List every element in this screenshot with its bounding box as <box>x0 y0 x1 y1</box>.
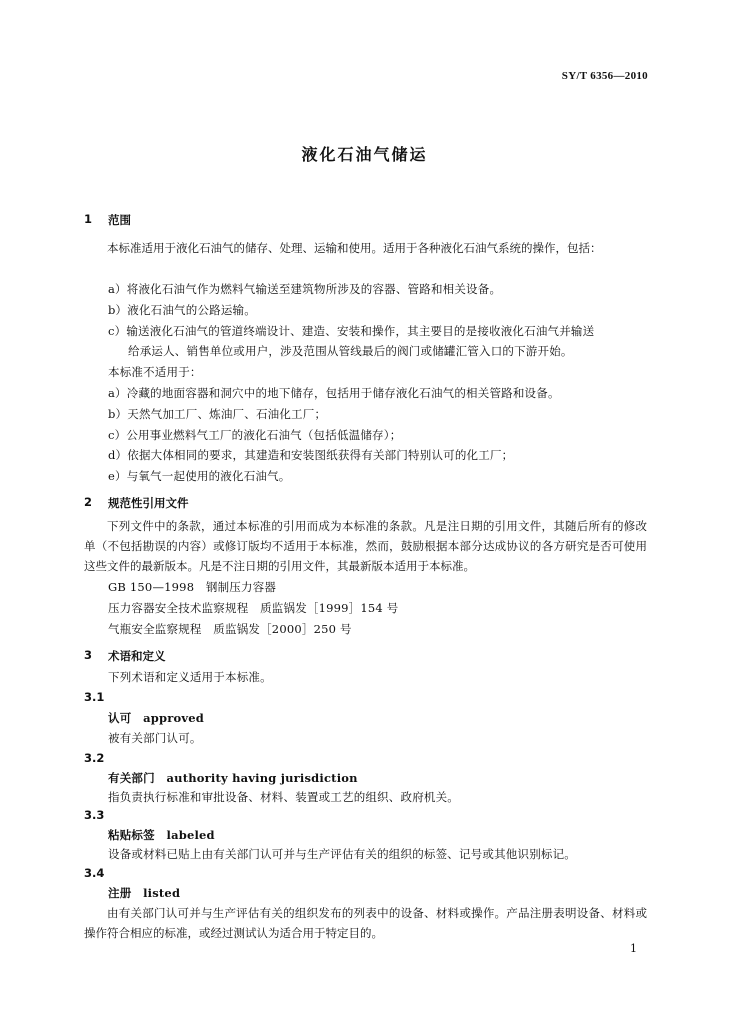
term-definition: 由有关部门认可并与生产评估有关的组织发布的列表中的设备、材料或操作。产品注册表明设备、材料或操作符合相应的标准，或经过测试认为适合用于特定目的。 <box>84 906 647 940</box>
section-1-intro: 本标准适用于液化石油气的储存、处理、运输和使用。适用于各种液化石油气系统的操作，包括： <box>107 241 602 255</box>
exclusion-item-e: e）与氧气一起使用的液化石油气。 <box>108 469 291 483</box>
term-title: 认可 approved <box>108 711 205 725</box>
exclusion-item-c: c）公用事业燃料气工厂的液化石油气（包括低温储存）； <box>108 428 402 442</box>
term-number: 3.4 <box>84 866 105 880</box>
reference-3: 气瓶安全监察规程 质监锅发［2000］250 号 <box>108 622 352 636</box>
section-1-number: 1 <box>84 212 93 226</box>
page-number: 1 <box>630 942 637 955</box>
term-title: 粘贴标签 labeled <box>108 828 215 842</box>
standard-code: SY/T 6356—2010 <box>561 70 648 82</box>
term-number: 3.2 <box>84 751 105 765</box>
term-number: 3.1 <box>84 690 105 704</box>
section-3-number: 3 <box>84 648 93 662</box>
scope-item-c-continued: 给承运人、销售单位或用户，涉及范围从管线最后的阀门或储罐汇管入口的下游开始。 <box>128 344 573 358</box>
section-3-intro: 下列术语和定义适用于本标准。 <box>108 670 272 684</box>
section-1-heading: 范围 <box>108 213 131 227</box>
term-definition: 设备或材料已贴上由有关部门认可并与生产评估有关的组织的标签、记号或其他识别标记。 <box>108 847 576 861</box>
term-definition: 被有关部门认可。 <box>108 731 202 745</box>
scope-item-c: c）输送液化石油气的管道终端设计、建造、安装和操作，其主要目的是接收液化石油气并输送 <box>108 324 595 338</box>
exclusion-item-a: a）冷藏的地面容器和洞穴中的地下储存，包括用于储存液化石油气的相关管路和设备。 <box>108 386 560 400</box>
term-title: 注册 listed <box>108 886 181 900</box>
reference-1: GB 150—1998 钢制压力容器 <box>108 580 277 594</box>
section-2-heading: 规范性引用文件 <box>108 496 189 510</box>
exclusion-item-d: d）依据大体相同的要求，其建造和安装图纸获得有关部门特别认可的化工厂； <box>108 448 514 462</box>
document-title: 液化石油气储运 <box>301 145 428 164</box>
not-applicable-intro: 本标准不适用于： <box>108 365 202 379</box>
exclusion-item-b: b）天然气加工厂、炼油厂、石油化工厂； <box>108 407 327 421</box>
scope-item-a: a）将液化石油气作为燃料气输送至建筑物所涉及的容器、管路和相关设备。 <box>108 282 502 296</box>
term-number: 3.3 <box>84 808 105 822</box>
section-2-paragraph: 下列文件中的条款，通过本标准的引用而成为本标准的条款。凡是注日期的引用文件，其随后所有的修改单（不包括勘误的内容）或修订版均不适用于本标准，然而，鼓励根据本部分达成协议的各方研究是否可使用这些文件的最新版本。凡是不注日期的引用文件，其最新版本适用于本标准。 <box>84 519 647 573</box>
section-3-heading: 术语和定义 <box>108 649 166 663</box>
scope-item-b: b）液化石油气的公路运输。 <box>108 303 256 317</box>
reference-2: 压力容器安全技术监察规程 质监锅发［1999］154 号 <box>108 601 399 615</box>
section-2-number: 2 <box>84 495 93 509</box>
term-title: 有关部门 authority having jurisdiction <box>108 771 358 785</box>
term-definition: 指负责执行标准和审批设备、材料、装置或工艺的组织、政府机关。 <box>108 790 459 804</box>
